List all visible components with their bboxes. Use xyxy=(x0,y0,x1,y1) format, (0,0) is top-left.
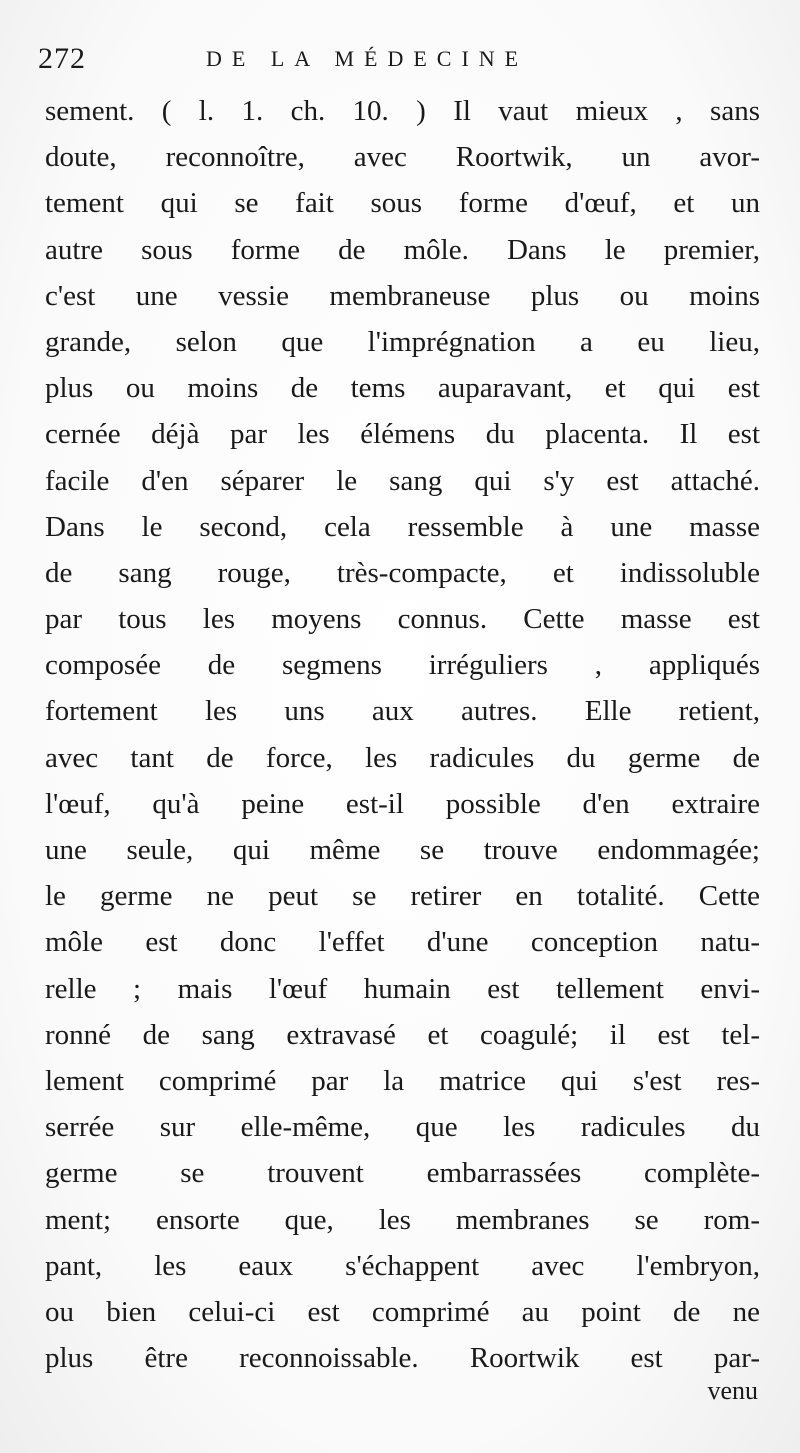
text-line: ment; ensorte que, les membranes se rom- xyxy=(45,1203,760,1236)
text-line: ou bien celui-ci est comprimé au point de ne xyxy=(45,1295,760,1328)
running-title: DE LA MÉDECINE xyxy=(206,46,529,71)
text-line: c'est une vessie membraneuse plus ou moins xyxy=(45,279,760,312)
text-line: môle est donc l'effet d'une conception natu- xyxy=(45,926,760,959)
text-line: facile d'en séparer le sang qui s'y est attaché. xyxy=(45,464,760,497)
text-line: avec tant de force, les radicules du germe de xyxy=(45,741,760,774)
text-line: ronné de sang extravasé et coagulé; il est tel- xyxy=(45,1018,760,1051)
page-number: 272 xyxy=(38,42,86,75)
text-line: autre sous forme de môle. Dans le premier, xyxy=(45,233,760,266)
text-line: fortement les uns aux autres. Elle retient, xyxy=(45,695,760,728)
text-line: sement. ( l. 1. ch. 10. ) Il vaut mieux , sans xyxy=(45,95,760,127)
text-line: cernée déjà par les élémens du placenta. Il est xyxy=(45,418,760,451)
text-line: de sang rouge, très-compacte, et indissoluble xyxy=(45,556,760,589)
text-line: germe se trouvent embarrassées complète- xyxy=(45,1157,760,1190)
text-line: grande, selon que l'imprégnation a eu lieu, xyxy=(45,325,760,358)
text-line: lement comprimé par la matrice qui s'est res- xyxy=(45,1064,760,1097)
text-line: serrée sur elle-même, que les radicules du xyxy=(45,1111,760,1144)
text-line: l'œuf, qu'à peine est-il possible d'en extraire xyxy=(45,787,760,820)
text-line: une seule, qui même se trouve endommagée; xyxy=(45,834,760,866)
text-line: Dans le second, cela ressemble à une masse xyxy=(45,510,760,543)
text-line: tement qui se fait sous forme d'œuf, et un xyxy=(45,187,760,220)
text-line: doute, reconnoître, avec Roortwik, un avor- xyxy=(45,141,760,174)
body-text xyxy=(45,88,760,1381)
text-line: plus être reconnoissable. Roortwik est par- xyxy=(45,1342,760,1375)
text-line: plus ou moins de tems auparavant, et qui est xyxy=(45,372,760,405)
text-line: relle ; mais l'œuf humain est tellement envi- xyxy=(45,972,760,1005)
catchword: venu xyxy=(707,1376,758,1405)
text-line: le germe ne peut se retirer en totalité. Cette xyxy=(45,880,760,913)
page-header xyxy=(38,42,758,82)
text-line: pant, les eaux s'échappent avec l'embryon, xyxy=(45,1249,760,1282)
text-line: composée de segmens irréguliers , appliqués xyxy=(45,649,760,682)
text-line: par tous les moyens connus. Cette masse est xyxy=(45,603,760,636)
